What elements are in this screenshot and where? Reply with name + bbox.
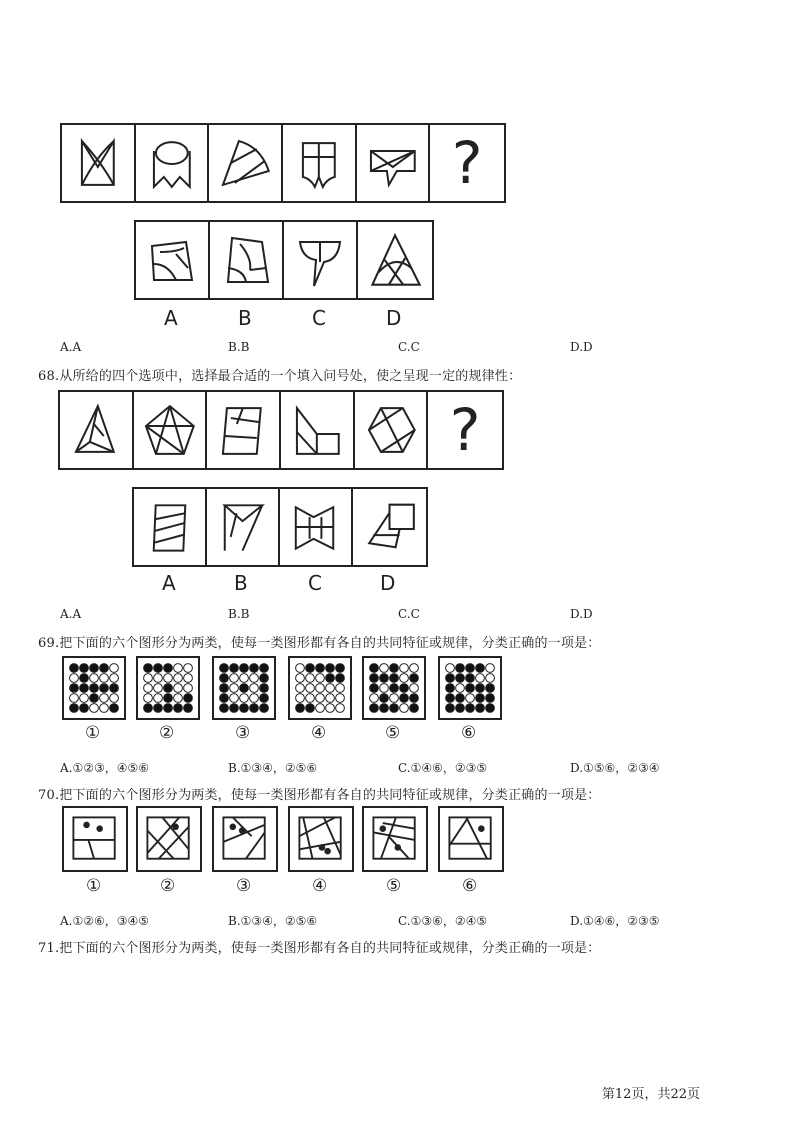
- black-dot: [260, 704, 269, 713]
- q69-figure-4: [288, 656, 352, 720]
- white-dot: [446, 664, 455, 673]
- black-dot: [316, 664, 325, 673]
- q70-answer-a[interactable]: A.①②⑥，③④⑤: [60, 914, 150, 928]
- white-dot: [336, 704, 345, 713]
- q68-option-b-figure[interactable]: [207, 489, 280, 565]
- white-dot: [144, 694, 153, 703]
- black-dot: [456, 694, 465, 703]
- black-dot: [370, 674, 379, 683]
- question-mark: ?: [451, 129, 483, 197]
- white-dot: [306, 674, 315, 683]
- black-dot: [370, 684, 379, 693]
- q67-option-a-figure[interactable]: [136, 222, 210, 298]
- black-dot: [164, 704, 173, 713]
- q70-number-4: ④: [312, 876, 328, 896]
- white-dot: [250, 684, 259, 693]
- white-dot: [306, 694, 315, 703]
- black-dot: [80, 664, 89, 673]
- q70-figure-5: [362, 806, 428, 872]
- black-dot: [110, 704, 119, 713]
- black-dot: [446, 684, 455, 693]
- white-dot: [164, 674, 173, 683]
- white-dot: [100, 674, 109, 683]
- black-dot: [80, 674, 89, 683]
- black-dot: [390, 684, 399, 693]
- black-dot: [410, 674, 419, 683]
- white-dot: [144, 684, 153, 693]
- black-dot: [326, 674, 335, 683]
- q70-number-6: ⑥: [462, 876, 478, 896]
- black-dot: [220, 684, 229, 693]
- black-dot: [390, 664, 399, 673]
- q70-figure-4: [288, 806, 354, 872]
- q67-option-c-label: C: [312, 306, 326, 330]
- white-dot: [316, 694, 325, 703]
- q67-answer-d[interactable]: D.D: [570, 340, 593, 354]
- black-dot: [184, 694, 193, 703]
- black-dot: [306, 704, 315, 713]
- q68-answer-c[interactable]: C.C: [398, 607, 420, 621]
- black-dot: [400, 694, 409, 703]
- white-dot: [100, 694, 109, 703]
- black-dot: [100, 684, 109, 693]
- white-dot: [174, 694, 183, 703]
- black-dot: [410, 694, 419, 703]
- white-dot: [70, 674, 79, 683]
- black-dot: [476, 704, 485, 713]
- black-dot: [260, 664, 269, 673]
- black-dot: [250, 664, 259, 673]
- q68-option-strip: [132, 487, 428, 567]
- white-dot: [154, 694, 163, 703]
- white-dot: [80, 694, 89, 703]
- black-dot: [110, 684, 119, 693]
- q69-number-1: ①: [85, 723, 101, 743]
- black-dot: [486, 694, 495, 703]
- black-dot: [240, 684, 249, 693]
- q67-figure-2: [136, 125, 210, 201]
- q70-answer-d[interactable]: D.①④⑥，②③⑤: [570, 914, 660, 928]
- black-dot: [260, 694, 269, 703]
- q68-figure-question: [428, 392, 502, 468]
- black-dot: [370, 704, 379, 713]
- white-dot: [174, 664, 183, 673]
- black-dot: [326, 664, 335, 673]
- q69-number-4: ④: [311, 723, 327, 743]
- q69-figure-6: [438, 656, 502, 720]
- black-dot: [100, 664, 109, 673]
- q67-option-strip: [134, 220, 434, 300]
- q67-figure-1: [62, 125, 136, 201]
- q69-number-6: ⑥: [461, 723, 477, 743]
- q67-question-strip: [60, 123, 506, 203]
- black-dot: [230, 664, 239, 673]
- white-dot: [230, 684, 239, 693]
- q67-option-b-label: B: [238, 306, 252, 330]
- white-dot: [110, 664, 119, 673]
- black-dot: [476, 664, 485, 673]
- white-dot: [230, 694, 239, 703]
- black-dot: [476, 684, 485, 693]
- q68-figure-4: [281, 392, 355, 468]
- black-dot: [306, 664, 315, 673]
- black-dot: [380, 674, 389, 683]
- q69-number-3: ③: [235, 723, 251, 743]
- q68-question-text: 68.从所给的四个选项中，选择最合适的一个填入问号处，使之呈现一定的规律性：: [38, 369, 522, 384]
- white-dot: [336, 694, 345, 703]
- black-dot: [336, 664, 345, 673]
- black-dot: [466, 664, 475, 673]
- white-dot: [370, 694, 379, 703]
- black-dot: [296, 704, 305, 713]
- black-dot: [456, 674, 465, 683]
- q68-figure-2: [134, 392, 208, 468]
- q70-figure-2: [136, 806, 202, 872]
- white-dot: [400, 674, 409, 683]
- black-dot: [390, 704, 399, 713]
- black-dot: [220, 674, 229, 683]
- q69-answer-a[interactable]: A.①②③，④⑤⑥: [60, 761, 150, 775]
- q70-number-5: ⑤: [386, 876, 402, 896]
- black-dot: [446, 704, 455, 713]
- q67-option-a-label: A: [164, 306, 178, 330]
- q70-figure-1: [62, 806, 128, 872]
- q68-figure-5: [355, 392, 429, 468]
- white-dot: [240, 674, 249, 683]
- black-dot: [336, 674, 345, 683]
- q68-option-b-label: B: [234, 571, 248, 595]
- white-dot: [400, 704, 409, 713]
- black-dot: [446, 694, 455, 703]
- white-dot: [380, 684, 389, 693]
- q69-answer-d[interactable]: D.①⑤⑥，②③④: [570, 761, 660, 775]
- black-dot: [90, 664, 99, 673]
- black-dot: [220, 664, 229, 673]
- q67-figure-5: [357, 125, 431, 201]
- q70-number-2: ②: [160, 876, 176, 896]
- white-dot: [184, 674, 193, 683]
- white-dot: [184, 664, 193, 673]
- q69-figure-3: [212, 656, 276, 720]
- black-dot: [144, 664, 153, 673]
- page-footer: 第12页，共22页: [601, 1087, 700, 1102]
- white-dot: [326, 684, 335, 693]
- q69-number-2: ②: [159, 723, 175, 743]
- q68-question-strip: [58, 390, 504, 470]
- q69-answer-b[interactable]: B.①③④，②⑤⑥: [228, 761, 318, 775]
- q68-option-a-label: A: [162, 571, 176, 595]
- q67-option-d-label: D: [386, 306, 402, 330]
- q69-answer-c[interactable]: C.①④⑥，②③⑤: [398, 761, 488, 775]
- black-dot: [70, 704, 79, 713]
- white-dot: [184, 684, 193, 693]
- black-dot: [154, 704, 163, 713]
- black-dot: [260, 674, 269, 683]
- black-dot: [456, 664, 465, 673]
- q70-figure-3: [212, 806, 278, 872]
- white-dot: [296, 694, 305, 703]
- white-dot: [326, 704, 335, 713]
- black-dot: [240, 704, 249, 713]
- q67-figure-4: [283, 125, 357, 201]
- white-dot: [476, 674, 485, 683]
- white-dot: [250, 674, 259, 683]
- black-dot: [400, 684, 409, 693]
- black-dot: [390, 674, 399, 683]
- question-mark: ?: [449, 396, 481, 464]
- black-dot: [220, 704, 229, 713]
- black-dot: [476, 694, 485, 703]
- q67-option-c-figure[interactable]: [284, 222, 358, 298]
- white-dot: [110, 674, 119, 683]
- q70-number-3: ③: [236, 876, 252, 896]
- black-dot: [144, 704, 153, 713]
- white-dot: [90, 704, 99, 713]
- q68-option-d-label: D: [380, 571, 396, 595]
- black-dot: [250, 704, 259, 713]
- black-dot: [486, 684, 495, 693]
- black-dot: [70, 684, 79, 693]
- q69-figure-5: [362, 656, 426, 720]
- white-dot: [380, 664, 389, 673]
- white-dot: [110, 694, 119, 703]
- white-dot: [296, 684, 305, 693]
- black-dot: [240, 664, 249, 673]
- black-dot: [260, 684, 269, 693]
- white-dot: [336, 684, 345, 693]
- black-dot: [380, 704, 389, 713]
- q68-option-c-label: C: [308, 571, 322, 595]
- black-dot: [90, 684, 99, 693]
- black-dot: [370, 664, 379, 673]
- q68-option-a-figure[interactable]: [134, 489, 207, 565]
- q68-answer-a[interactable]: A.A: [60, 607, 82, 621]
- q67-answer-a[interactable]: A.A: [60, 340, 82, 354]
- black-dot: [174, 704, 183, 713]
- black-dot: [164, 664, 173, 673]
- q68-answer-b[interactable]: B.B: [228, 607, 250, 621]
- white-dot: [250, 694, 259, 703]
- q71-question-text: 71.把下面的六个图形分为两类，使每一类图形都有各自的共同特征或规律，分类正确的一项是：: [38, 941, 601, 956]
- white-dot: [390, 694, 399, 703]
- white-dot: [326, 694, 335, 703]
- white-dot: [486, 674, 495, 683]
- q70-answer-c[interactable]: C.①③⑥，②④⑤: [398, 914, 488, 928]
- white-dot: [240, 694, 249, 703]
- white-dot: [486, 664, 495, 673]
- q67-answer-b[interactable]: B.B: [228, 340, 250, 354]
- white-dot: [154, 684, 163, 693]
- q70-question-text: 70.把下面的六个图形分为两类，使每一类图形都有各自的共同特征或规律，分类正确的一项是：: [38, 788, 601, 803]
- q68-figure-3: [207, 392, 281, 468]
- q68-option-c-figure[interactable]: [280, 489, 353, 565]
- white-dot: [144, 674, 153, 683]
- black-dot: [184, 704, 193, 713]
- white-dot: [70, 694, 79, 703]
- black-dot: [486, 704, 495, 713]
- q67-answer-c[interactable]: C.C: [398, 340, 420, 354]
- white-dot: [174, 674, 183, 683]
- black-dot: [230, 704, 239, 713]
- white-dot: [174, 684, 183, 693]
- white-dot: [456, 684, 465, 693]
- white-dot: [90, 674, 99, 683]
- black-dot: [164, 694, 173, 703]
- white-dot: [100, 704, 109, 713]
- black-dot: [80, 704, 89, 713]
- black-dot: [410, 704, 419, 713]
- white-dot: [230, 674, 239, 683]
- q67-option-b-figure[interactable]: [210, 222, 284, 298]
- black-dot: [90, 694, 99, 703]
- black-dot: [164, 684, 173, 693]
- black-dot: [70, 664, 79, 673]
- q69-question-text: 69.把下面的六个图形分为两类，使每一类图形都有各自的共同特征或规律，分类正确的一项是：: [38, 636, 601, 651]
- black-dot: [80, 684, 89, 693]
- white-dot: [296, 674, 305, 683]
- white-dot: [316, 704, 325, 713]
- q70-answer-b[interactable]: B.①③④，②⑤⑥: [228, 914, 318, 928]
- black-dot: [456, 704, 465, 713]
- black-dot: [466, 704, 475, 713]
- white-dot: [296, 664, 305, 673]
- q67-option-d-figure[interactable]: [358, 222, 432, 298]
- q69-figure-1: [62, 656, 126, 720]
- black-dot: [466, 674, 475, 683]
- q69-figure-2: [136, 656, 200, 720]
- q67-figure-3: [209, 125, 283, 201]
- white-dot: [410, 684, 419, 693]
- q70-number-1: ①: [86, 876, 102, 896]
- black-dot: [466, 684, 475, 693]
- white-dot: [466, 694, 475, 703]
- black-dot: [154, 664, 163, 673]
- q69-number-5: ⑤: [385, 723, 401, 743]
- white-dot: [316, 674, 325, 683]
- white-dot: [316, 684, 325, 693]
- white-dot: [306, 684, 315, 693]
- white-dot: [410, 664, 419, 673]
- q68-answer-d[interactable]: D.D: [570, 607, 593, 621]
- q70-figure-6: [438, 806, 504, 872]
- black-dot: [220, 694, 229, 703]
- black-dot: [446, 674, 455, 683]
- q68-figure-1: [60, 392, 134, 468]
- white-dot: [154, 674, 163, 683]
- white-dot: [400, 664, 409, 673]
- black-dot: [380, 694, 389, 703]
- q67-figure-question: [430, 125, 504, 201]
- q68-option-d-figure[interactable]: [353, 489, 426, 565]
